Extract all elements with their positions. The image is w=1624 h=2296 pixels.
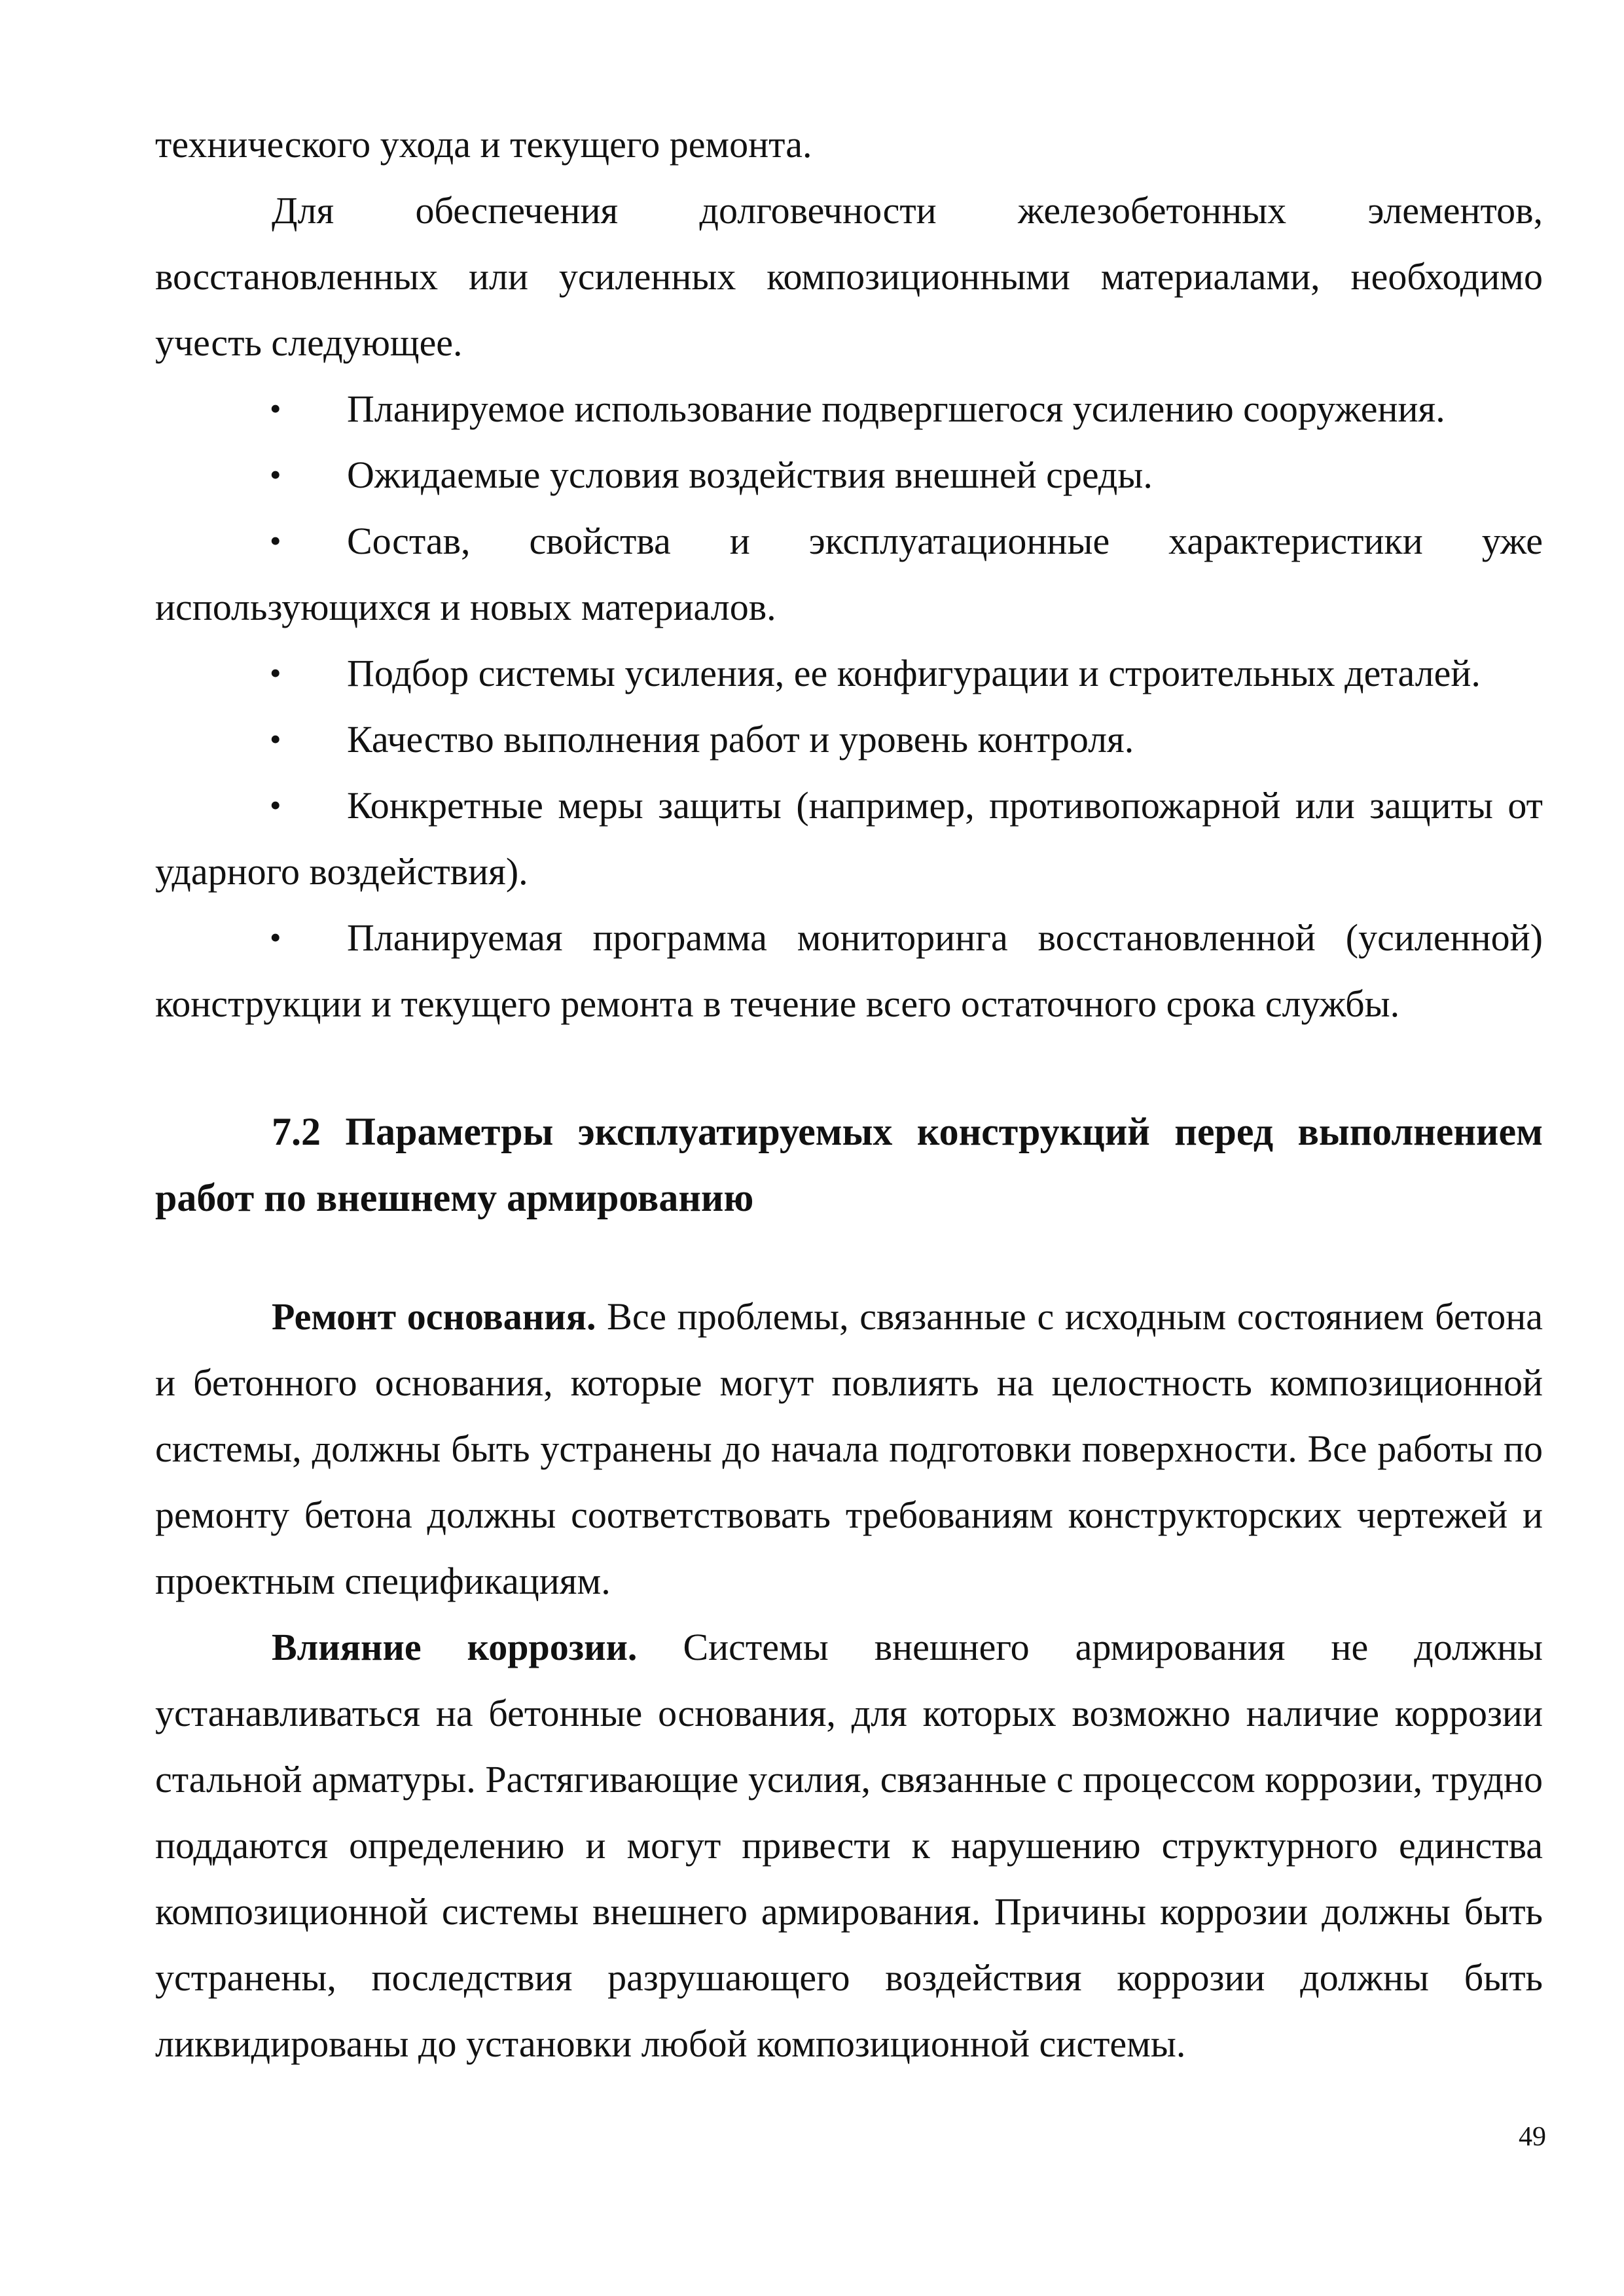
bullet-item xyxy=(155,376,1543,442)
bullet-text: Конкретные меры защиты (например, противопожарной или защиты от ударного воздействия). xyxy=(155,784,1543,893)
bullet-marker: • xyxy=(270,390,281,427)
bullet-text: Состав, свойства и эксплуатационные характеристики уже использующихся и новых материалов. xyxy=(155,520,1543,628)
paragraph-substrate-repair xyxy=(155,1283,1543,1614)
page-number: 49 xyxy=(1519,2122,1546,2152)
paragraph-continuation: технического ухода и текущего ремонта. xyxy=(155,123,812,166)
section-heading: 7.2 Параметры эксплуатируемых конструкций перед выполнением работ по внешнему армированию xyxy=(155,1110,1543,1219)
runin-heading-corrosion: Влияние коррозии. xyxy=(272,1626,638,1668)
bullet-item xyxy=(155,706,1543,772)
bullet-item xyxy=(155,905,1543,1037)
bullet-item xyxy=(155,508,1543,640)
bullet-text: Планируемое использование подвергшегося усилению сооружения. xyxy=(347,387,1445,430)
bullet-marker: • xyxy=(270,787,281,823)
bullet-text: Ожидаемые условия воздействия внешней среды. xyxy=(347,454,1153,496)
runin-heading-repair: Ремонт основания. xyxy=(272,1295,596,1338)
bullet-item xyxy=(155,442,1543,508)
bullet-text: Качество выполнения работ и уровень контроля. xyxy=(347,718,1134,761)
bullet-item xyxy=(155,772,1543,905)
paragraph-corrosion xyxy=(155,1614,1543,2077)
paragraph-durability-intro: Для обеспечения долговечности железобетонных элементов, восстановленных или усиленных композиционными материалами, необходимо учесть следующее. xyxy=(155,189,1543,364)
bullet-marker: • xyxy=(270,655,281,691)
bullet-marker: • xyxy=(270,522,281,559)
bullet-item xyxy=(155,640,1543,706)
bullet-text: Планируемая программа мониторинга восстановленной (усиленной) конструкции и текущего ремонта в течение всего остаточного срока службы. xyxy=(155,916,1543,1025)
bullet-marker: • xyxy=(270,919,281,956)
paragraph-corrosion-text: Системы внешнего армирования не должны устанавливаться на бетонные основания, для которых возможно наличие коррозии стальной арматуры. Растягивающие усилия, связанные с процессом коррозии, трудно поддаются определению и могут привести к нарушению структурного единства композиционной системы внешнего армирования. Причины коррозии должны быть устранены, последствия разрушающего воздействия коррозии должны быть ликвидированы до установки любой композиционной системы. xyxy=(155,1626,1543,2065)
paragraph-repair-text: Все проблемы, связанные с исходным состоянием бетона и бетонного основания, которые могут повлиять на целостность композиционной системы, должны быть устранены до начала подготовки поверхности. Все работы по ремонту бетона должны соответствовать требованиям конструкторских чертежей и проектным спецификациям. xyxy=(155,1295,1543,1602)
bullet-marker: • xyxy=(270,721,281,757)
document-page xyxy=(155,111,1543,2077)
bullet-marker: • xyxy=(270,456,281,493)
bullet-text: Подбор системы усиления, ее конфигурации и строительных деталей. xyxy=(347,652,1481,694)
